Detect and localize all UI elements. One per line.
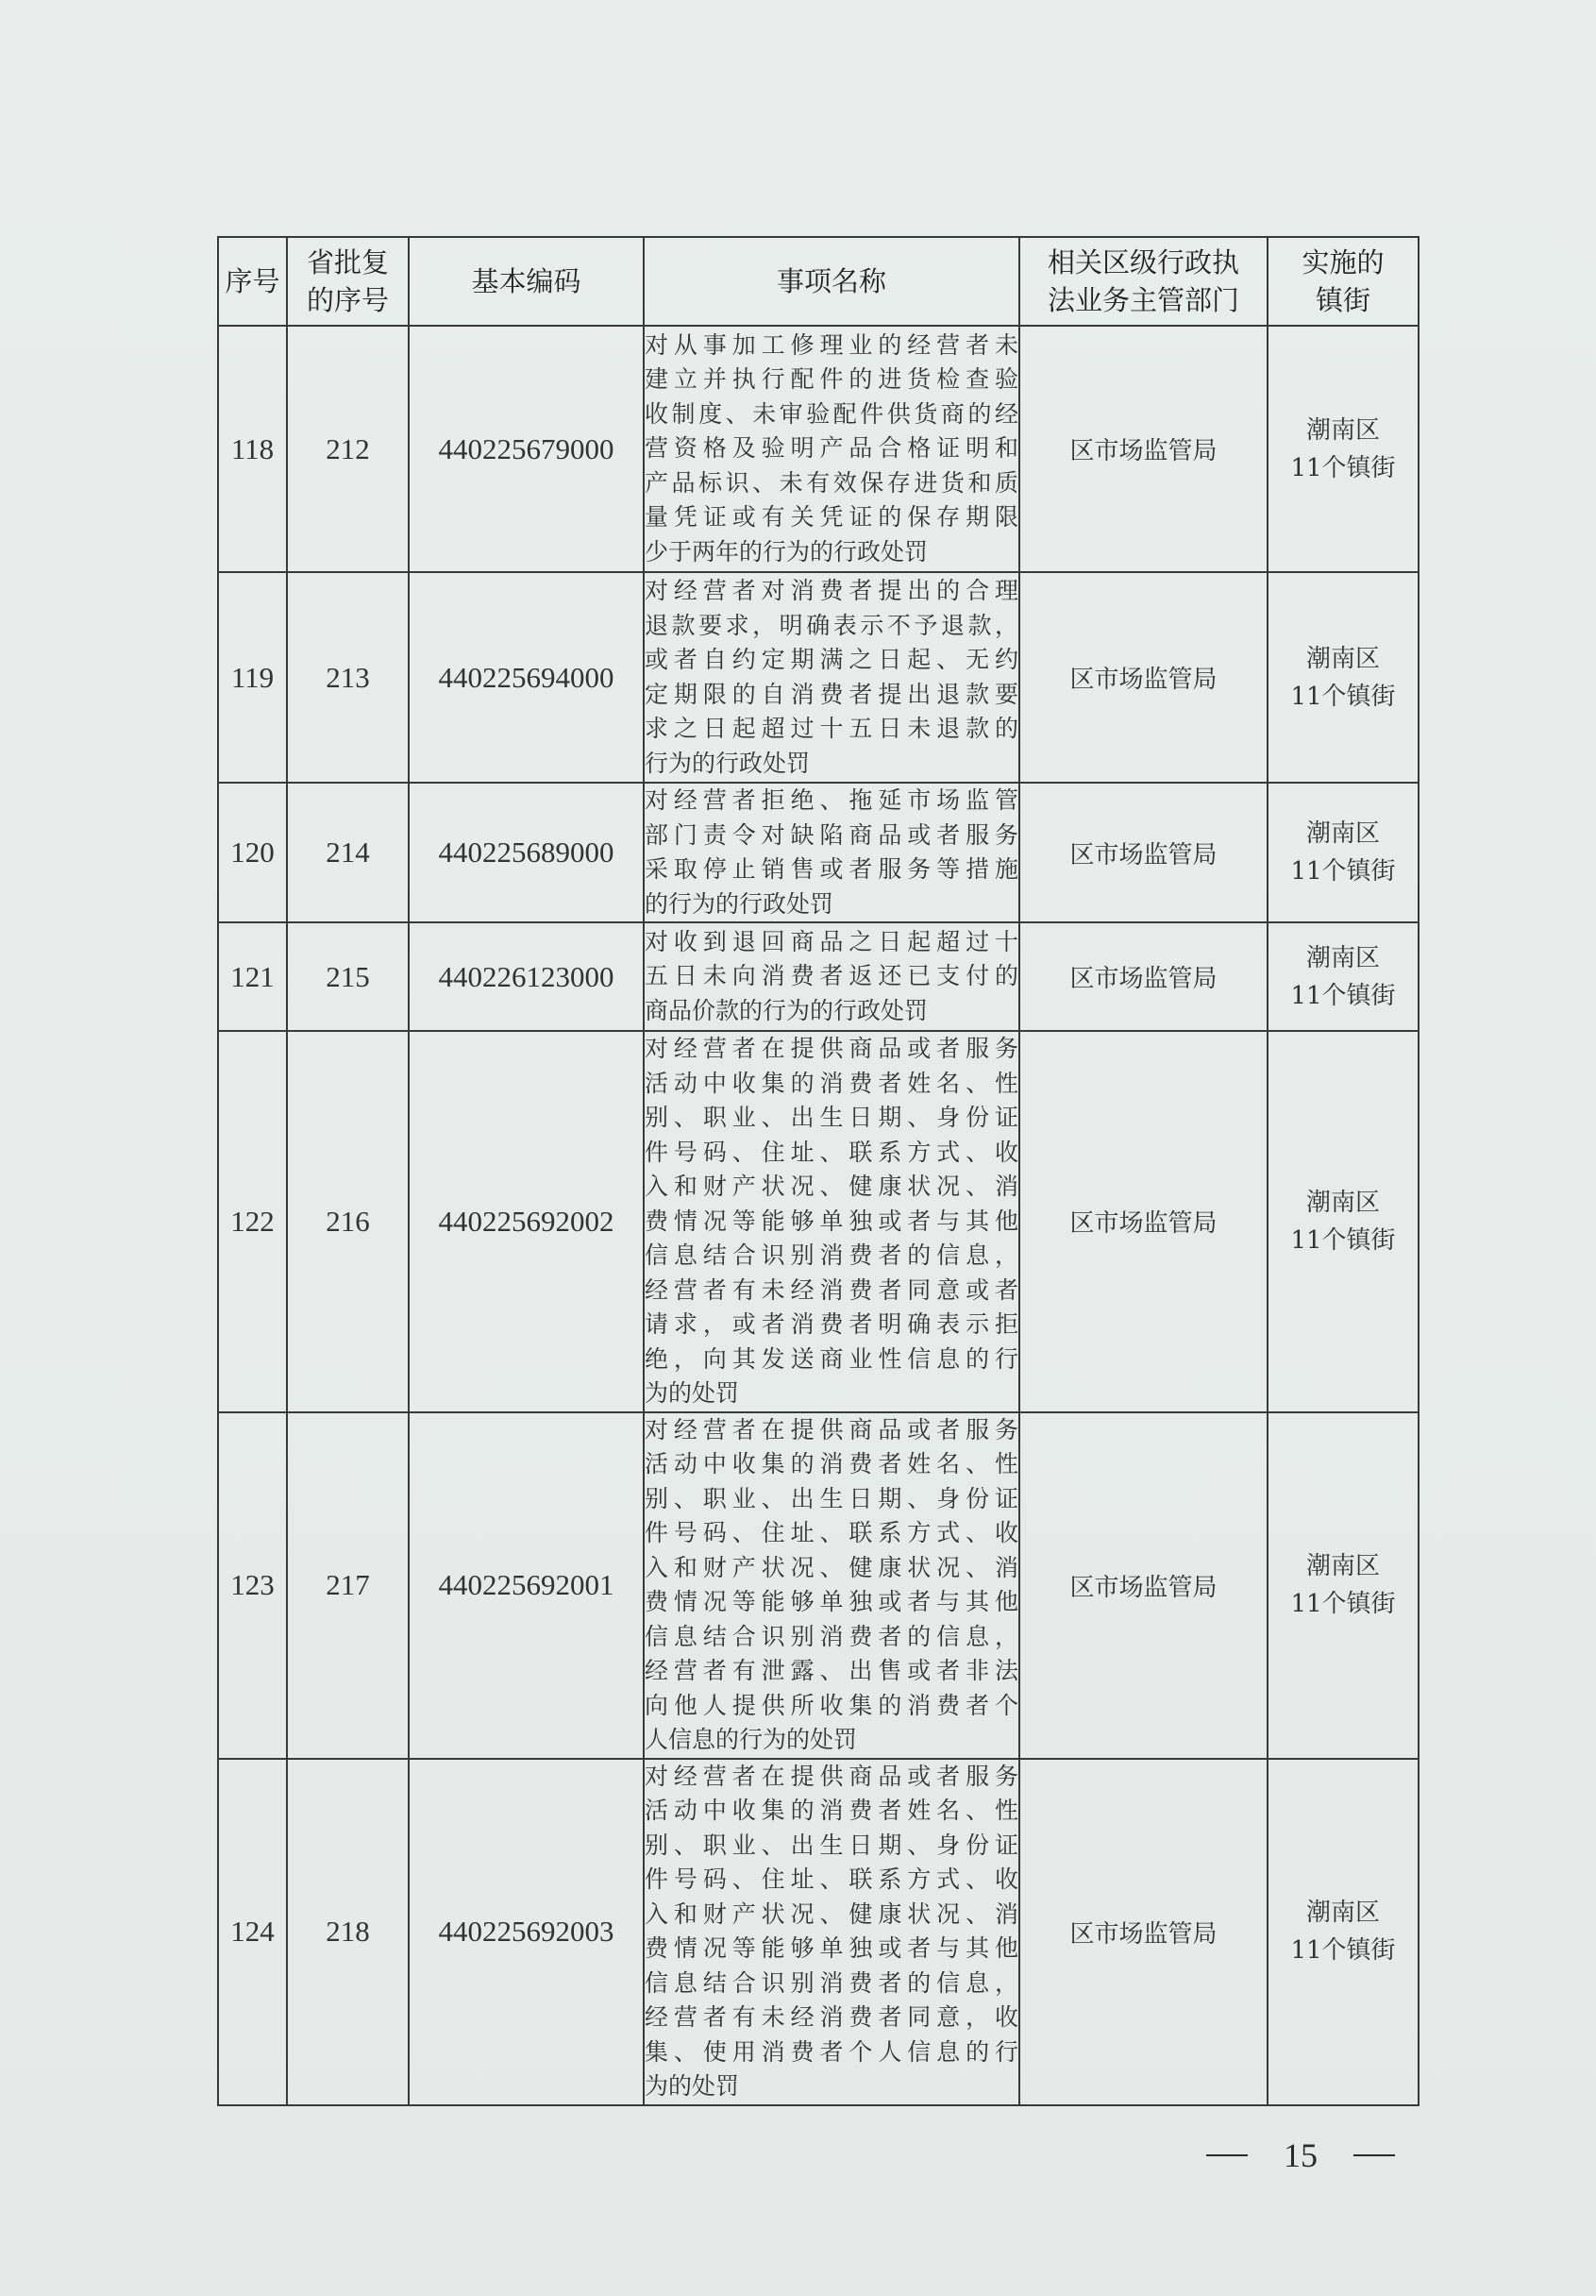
item-name-line: 量凭证或有关凭证的保存期限 [645,503,1018,532]
cell-code: 440225689000 [409,783,644,922]
item-name-line: 信息结合识别消费者的信息， [645,1241,1018,1269]
cell-item-name [644,326,1019,572]
header-seq: 序号 [218,237,287,326]
cell-seq: 122 [218,1031,287,1412]
header-name: 事项名称 [644,237,1019,326]
table-row [218,326,1419,572]
cell-town: 潮南区 11个镇街 [1268,1031,1419,1412]
item-name-line: 对经营者对消费者提出的合理 [645,577,1018,604]
table-row [218,1759,1419,2105]
item-name-line: 部门责令对缺陷商品或者服务 [645,820,1018,849]
cell-town: 潮南区 11个镇街 [1268,1759,1419,2105]
right-dash [1353,2154,1395,2156]
item-name-line: 五日未向消费者返还已支付的 [645,962,1018,990]
table-row [218,1412,1419,1759]
item-name-line: 入和财产状况、健康状况、消 [645,1899,1018,1928]
table-row [218,783,1419,922]
left-dash [1206,2154,1248,2156]
cell-seq: 120 [218,783,287,922]
cell-item-name [644,572,1019,783]
cell-code: 440225692002 [409,1031,644,1412]
item-name-line: 为的处罚 [645,1379,740,1407]
item-name-line: 采取停止销售或者服务等措施 [645,855,1018,883]
item-name-line: 费情况等能够单独或者与其他 [645,1207,1018,1235]
item-name-line: 定期限的自消费者提出退款要 [645,680,1018,708]
cell-town: 潮南区 11个镇街 [1268,783,1419,922]
cell-department: 区市场监管局 [1019,326,1268,572]
item-name-line: 商品价款的行为的行政处罚 [645,996,929,1024]
cell-code: 440225679000 [409,326,644,572]
cell-prov-seq: 217 [287,1412,409,1759]
cell-department: 区市场监管局 [1019,1412,1268,1759]
item-name-line: 费情况等能够单独或者与其他 [645,1588,1018,1615]
cell-seq: 119 [218,572,287,783]
item-name-line: 的行为的行政处罚 [645,889,834,918]
cell-prov-seq: 214 [287,783,409,922]
cell-department: 区市场监管局 [1019,572,1268,783]
table-header-row [218,237,1419,326]
item-name-line: 行为的行政处罚 [645,749,811,777]
cell-seq: 121 [218,922,287,1031]
header-dept: 相关区级行政执 法业务主管部门 [1019,237,1268,326]
item-name-line: 件号码、住址、联系方式、收 [645,1519,1018,1546]
page-number-footer [1206,2136,1395,2175]
cell-item-name [644,783,1019,922]
cell-department: 区市场监管局 [1019,1759,1268,2105]
cell-department: 区市场监管局 [1019,1031,1268,1412]
item-name-line: 活动中收集的消费者姓名、性 [645,1450,1018,1477]
item-name-line: 求之日起超过十五日未退款的 [645,715,1018,742]
item-name-line: 别、职业、出生日期、身份证 [645,1831,1018,1859]
item-name-line: 对从事加工修理业的经营者未 [645,330,1018,359]
cell-prov-seq: 212 [287,326,409,572]
item-name-line: 入和财产状况、健康状况、消 [645,1173,1018,1200]
item-name-line: 或者自约定期满之日起、无约 [645,646,1018,673]
header-prov-seq: 省批复 的序号 [287,237,409,326]
item-name-line: 收制度、未审验配件供货商的经 [645,399,1018,428]
enforcement-items-table [217,236,1420,2106]
cell-department: 区市场监管局 [1019,922,1268,1031]
cell-item-name [644,922,1019,1031]
item-name-line: 件号码、住址、联系方式、收 [645,1866,1018,1893]
cell-seq: 123 [218,1412,287,1759]
cell-seq: 118 [218,326,287,572]
item-name-line: 向他人提供所收集的消费者个 [645,1691,1018,1719]
page-number: 15 [1284,2136,1318,2174]
item-name-line: 费情况等能够单独或者与其他 [645,1934,1018,1962]
cell-town: 潮南区 11个镇街 [1268,572,1419,783]
item-name-line: 退款要求，明确表示不予退款， [645,611,1018,639]
header-town: 实施的 镇街 [1268,237,1419,326]
table-row [218,1031,1419,1412]
cell-item-name [644,1759,1019,2105]
item-name-line: 营资格及验明产品合格证明和 [645,434,1018,463]
cell-code: 440226123000 [409,922,644,1031]
item-name-line: 集、使用消费者个人信息的行 [645,2037,1018,2066]
cell-town: 潮南区 11个镇街 [1268,326,1419,572]
cell-prov-seq: 218 [287,1759,409,2105]
header-code: 基本编码 [409,237,644,326]
item-name-line: 对经营者拒绝、拖延市场监管 [645,786,1018,814]
cell-code: 440225692001 [409,1412,644,1759]
cell-item-name [644,1412,1019,1759]
cell-department: 区市场监管局 [1019,783,1268,922]
item-name-line: 别、职业、出生日期、身份证 [645,1104,1018,1131]
item-name-line: 经营者有泄露、出售或者非法 [645,1657,1018,1684]
item-name-line: 别、职业、出生日期、身份证 [645,1484,1018,1512]
item-name-line: 对经营者在提供商品或者服务 [645,1762,1018,1790]
table-body [218,326,1419,2105]
item-name-line: 信息结合识别消费者的信息， [645,1968,1018,1997]
table-row [218,922,1419,1031]
item-name-line: 少于两年的行为的行政处罚 [645,537,929,566]
item-name-line: 对经营者在提供商品或者服务 [645,1035,1018,1062]
item-name-line: 绝，向其发送商业性信息的行 [645,1344,1018,1373]
cell-prov-seq: 213 [287,572,409,783]
item-name-line: 经营者有未经消费者同意或者 [645,1275,1018,1304]
item-name-line: 经营者有未经消费者同意，收 [645,2003,1018,2031]
item-name-line: 产品标识、未有效保存进货和质 [645,468,1018,497]
cell-prov-seq: 216 [287,1031,409,1412]
table-row [218,572,1419,783]
cell-prov-seq: 215 [287,922,409,1031]
cell-seq: 124 [218,1759,287,2105]
cell-code: 440225692003 [409,1759,644,2105]
item-name-line: 信息结合识别消费者的信息， [645,1622,1018,1650]
item-name-line: 对收到退回商品之日起超过十 [645,927,1018,955]
item-name-line: 为的处罚 [645,2072,740,2100]
cell-item-name [644,1031,1019,1412]
item-name-line: 建立并执行配件的进货检查验 [645,365,1018,394]
item-name-line: 入和财产状况、健康状况、消 [645,1553,1018,1581]
item-name-line: 活动中收集的消费者姓名、性 [645,1069,1018,1097]
item-name-line: 活动中收集的消费者姓名、性 [645,1797,1018,1824]
cell-town: 潮南区 11个镇街 [1268,1412,1419,1759]
item-name-line: 人信息的行为的处罚 [645,1726,858,1753]
cell-code: 440225694000 [409,572,644,783]
item-name-line: 件号码、住址、联系方式、收 [645,1138,1018,1166]
cell-town: 潮南区 11个镇街 [1268,922,1419,1031]
item-name-line: 对经营者在提供商品或者服务 [645,1415,1018,1443]
item-name-line: 请求，或者消费者明确表示拒 [645,1310,1018,1338]
